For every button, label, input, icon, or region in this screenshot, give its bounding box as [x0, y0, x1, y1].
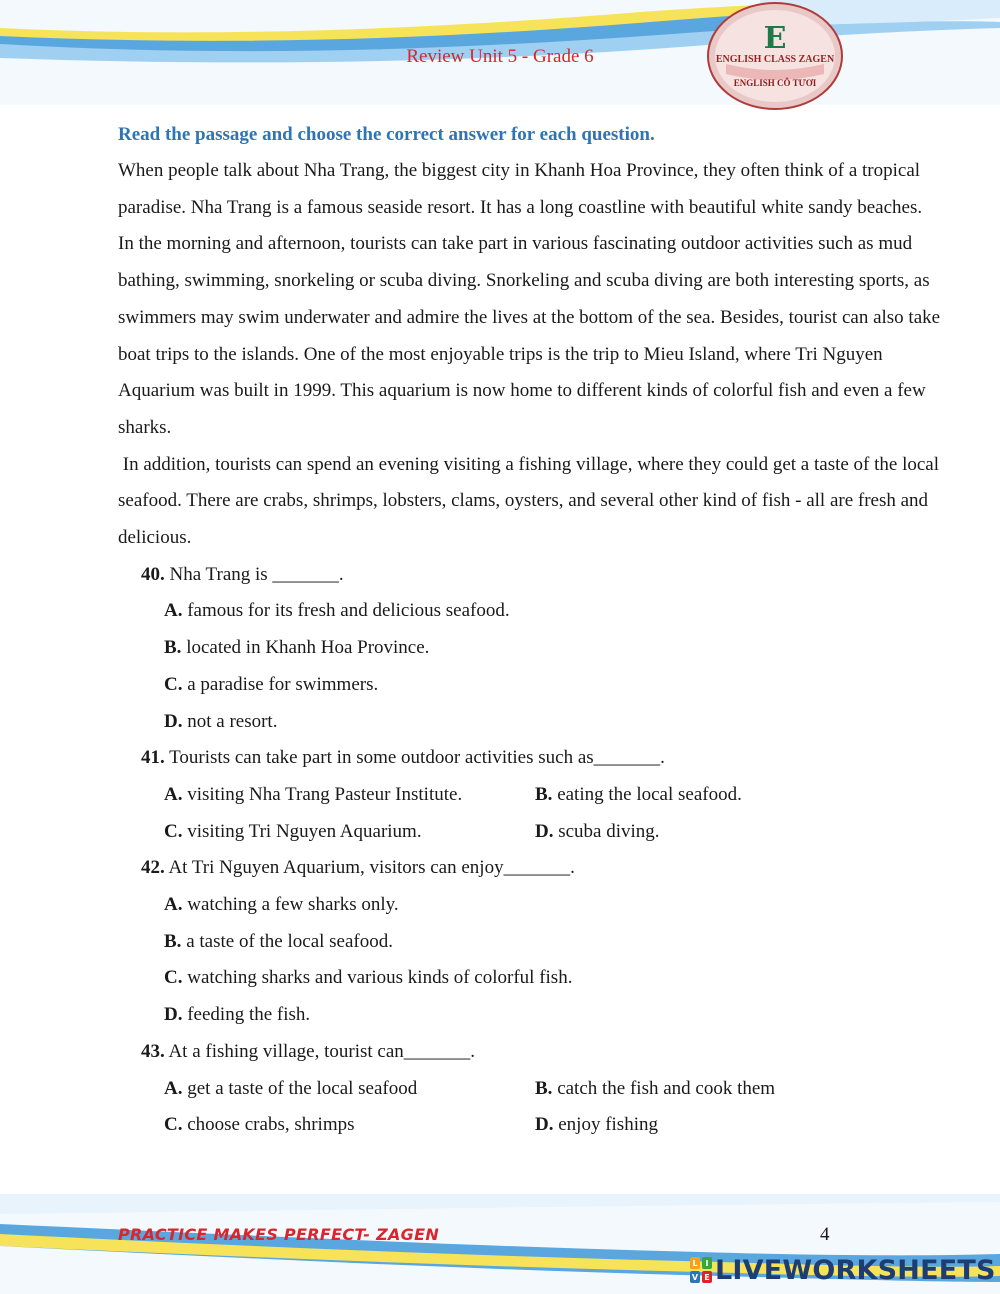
option-text: visiting Tri Nguyen Aquarium. [182, 820, 422, 842]
option-43-b[interactable] [535, 1071, 775, 1108]
option-text: watching sharks and various kinds of colorful fish. [182, 967, 573, 989]
option-letter: C. [164, 820, 183, 842]
option-letter: A. [164, 600, 183, 622]
option-42-d[interactable] [118, 997, 958, 1034]
option-text: choose crabs, shrimps [182, 1114, 355, 1136]
logo-letter: V [691, 1273, 699, 1282]
option-text: enjoy fishing [553, 1114, 658, 1136]
option-text: watching a few sharks only. [182, 894, 399, 916]
passage-paragraph-3: In addition, tourists can spend an evening visiting a fishing village, where they could get a taste of the local seafood. There are crabs, shrimps, lobsters, clams, oysters, and several other kind of fish - all are fresh and delicious. [118, 453, 944, 549]
question-41 [118, 740, 958, 777]
logo-name: ENGLISH CLASS ZAGEN [715, 54, 835, 65]
question-stem: At a fishing village, tourist can_______. [164, 1040, 476, 1062]
option-43-c[interactable] [164, 1107, 535, 1144]
option-42-a[interactable] [118, 887, 958, 924]
option-43-d[interactable] [535, 1107, 658, 1144]
option-text: not a resort. [182, 710, 278, 732]
option-letter: D. [535, 820, 554, 842]
question-number: 42. [141, 857, 165, 879]
question-40 [118, 557, 958, 594]
option-letter: A. [164, 894, 183, 916]
option-row [118, 1107, 958, 1144]
option-text: located in Khanh Hoa Province. [181, 637, 430, 659]
option-text: visiting Nha Trang Pasteur Institute. [182, 783, 463, 805]
question-number: 41. [141, 747, 165, 769]
option-41-d[interactable] [535, 814, 660, 851]
option-text: scuba diving. [553, 820, 660, 842]
document-title: Review Unit 5 - Grade 6 [406, 46, 594, 67]
question-number: 43. [141, 1040, 165, 1062]
passage-paragraph-1: When people talk about Nha Trang, the biggest city in Khanh Hoa Province, they often think of a tropical paradise. Nha Trang is a famous seaside resort. It has a long coastline with beautiful white sandy beaches. [118, 160, 923, 218]
option-text: a paradise for swimmers. [182, 673, 379, 695]
option-letter: A. [164, 1077, 183, 1099]
question-stem: Nha Trang is _______. [164, 563, 344, 585]
option-letter: D. [535, 1114, 554, 1136]
option-40-b[interactable] [118, 630, 958, 667]
option-letter: A. [164, 783, 183, 805]
option-41-b[interactable] [535, 777, 742, 814]
option-letter: D. [164, 710, 183, 732]
option-letter: B. [164, 637, 182, 659]
option-42-c[interactable] [118, 960, 958, 997]
option-text: feeding the fish. [182, 1004, 311, 1026]
option-letter: B. [164, 930, 182, 952]
footer-slogan: PRACTICE MAKES PERFECT- ZAGEN [118, 1225, 440, 1244]
option-row [118, 777, 958, 814]
option-text: eating the local seafood. [552, 783, 742, 805]
logo-letter: E [763, 21, 787, 56]
liveworksheets-logo-icon [690, 1257, 712, 1283]
option-text: a taste of the local seafood. [181, 930, 393, 952]
option-40-d[interactable] [118, 704, 958, 741]
question-stem: Tourists can take part in some outdoor activities such as_______. [164, 747, 665, 769]
question-42 [118, 850, 958, 887]
question-stem: At Tri Nguyen Aquarium, visitors can enjoy_______. [164, 857, 575, 879]
logo-subtitle: ENGLISH CÔ TƯƠI [733, 78, 817, 88]
liveworksheets-brand[interactable] [690, 1252, 996, 1288]
option-letter: B. [535, 1077, 553, 1099]
option-letter: C. [164, 967, 183, 989]
logo-letter: I [705, 1259, 709, 1268]
instruction-heading: Read the passage and choose the correct answer for each question. [118, 124, 655, 145]
passage-paragraph-2: In the morning and afternoon, tourists can take part in various fascinating outdoor activities such as mud bathing, swimming, snorkeling or scuba diving. Snorkeling and scuba diving are both interesting sports, as swimmers may swim underwater and admire the lives at the bottom of the sea. Besides, tourist can also take boat trips to the islands. One of the most enjoyable trips is the trip to Mieu Island, where Tri Nguyen Aquarium was built in 1999. This aquarium is now home to different kinds of colorful fish and even a few sharks. [118, 233, 941, 438]
english-class-zagen-logo [706, 2, 844, 110]
liveworksheets-wordmark: LIVEWORKSHEETS [715, 1254, 996, 1286]
logo-letter: E [704, 1273, 710, 1282]
option-text: catch the fish and cook them [552, 1077, 776, 1099]
option-40-a[interactable] [118, 593, 958, 630]
question-list [118, 557, 958, 1144]
page-number: 4 [820, 1224, 830, 1245]
option-letter: C. [164, 673, 183, 695]
option-letter: D. [164, 1004, 183, 1026]
option-42-b[interactable] [118, 924, 958, 961]
option-41-c[interactable] [164, 814, 535, 851]
option-41-a[interactable] [164, 777, 535, 814]
option-text: famous for its fresh and delicious seafood. [182, 600, 510, 622]
option-row [118, 814, 958, 851]
option-letter: C. [164, 1114, 183, 1136]
option-text: get a taste of the local seafood [182, 1077, 418, 1099]
option-letter: B. [535, 783, 553, 805]
question-43 [118, 1034, 958, 1071]
question-number: 40. [141, 563, 165, 585]
option-43-a[interactable] [164, 1071, 535, 1108]
option-row [118, 1071, 958, 1108]
logo-letter: L [692, 1259, 698, 1268]
worksheet-content [118, 116, 958, 1144]
option-40-c[interactable] [118, 667, 958, 704]
